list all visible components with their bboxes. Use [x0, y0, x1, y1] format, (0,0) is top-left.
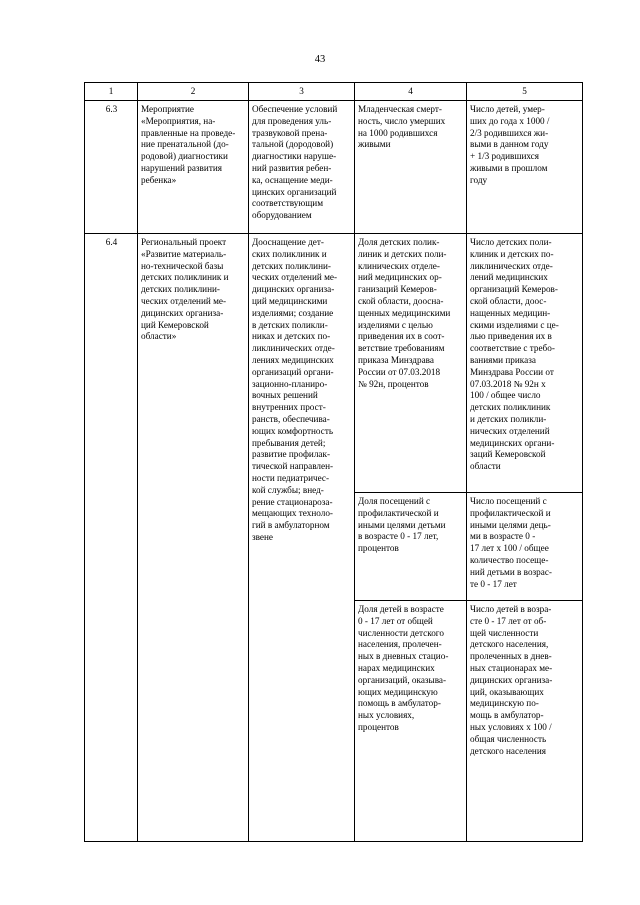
- provision-cell: Обеспечение условий для проведения уль- тразвуковой прена- тальной (дородовой) диагностики наруше- ний развития ребен- ка, оснащение меди- цинских организаций соответствующим оборудованием: [249, 101, 355, 234]
- formula-cell: Число посещений с профилактической и иными целями дець- ми в возрасте 0 - 17 лет х 100 / общее количество посеще- ний детьми в возрас- те 0 - 17 лет: [467, 493, 583, 601]
- event-name-cell: Региональный проект «Развитие материаль- но-технической базы детских поликлиник и детских поликлини- ческих отделений ме- дицинских организа- ций Кемеровской области»: [138, 234, 249, 842]
- page-number: 43: [314, 54, 326, 65]
- indicator-cell: Доля посещений с профилактической и иными целями детьми в возрасте 0 - 17 лет, процентов: [355, 493, 467, 601]
- row-number: 6.3: [85, 101, 138, 234]
- column-header-1: 1: [85, 83, 138, 101]
- column-header-2: 2: [138, 83, 249, 101]
- indicator-cell: Доля детей в возрасте 0 - 17 лет от общей численности детского населения, пролечен- ных в дневных стацио- нарах медицинских организаций, оказыва- ющих медицинскую помощь в амбулатор- ных условиях, процентов: [355, 601, 467, 842]
- row-number: 6.4: [85, 234, 138, 842]
- formula-cell: Число детских поли- клиник и детских по- ликлинических отде- лений медицинских организаций Кемеров- ской области, доос- нащенных медицин- скими изделиями с це- лью приведения их в соответствие с требо- ваниями приказа Минздрава России от 07.03.2018 № 92н х 100 / общее число детских поликлиник и детских поликли- нических отделений медицинских органи- заций Кемеровской области: [467, 234, 583, 493]
- provision-cell: Дооснащение дет- ских поликлиник и детских поликлини- ческих отделений ме- дицинских организа- ций медицинскими изделиями; создание в детских поликли- никах и детских по- ликлинических отде- лениях медицинских организаций органи- зационно-планиро- вочных решений внутренних прост- ранств, обеспечива- ющих комфортность пребывания детей; развитие профилак- тической направлен- ности педиатричес- кой службы; внед- рение стационароза- мещающих техноло- гий в амбулаторном звене: [249, 234, 355, 842]
- formula-cell: Число детей, умер- ших до года х 1000 / 2/3 родившихся жи- выми в данном году + 1/3 родившихся живыми в прошлом году: [467, 101, 583, 234]
- table-row-6-4: [85, 234, 583, 493]
- table-row-6-3: [85, 101, 583, 234]
- column-header-5: 5: [467, 83, 583, 101]
- column-header-4: 4: [355, 83, 467, 101]
- indicator-cell: Младенческая смерт- ность, число умерших на 1000 родившихся живыми: [355, 101, 467, 234]
- event-name-cell: Мероприятие «Мероприятия, на- правленные на проведе- ние пренатальной (до- родовой) диагностики нарушений развития ребенка»: [138, 101, 249, 234]
- indicators-table: [84, 82, 583, 842]
- table-header-row: [85, 83, 583, 101]
- formula-cell: Число детей в возра- сте 0 - 17 лет от об- щей численности детского населения, пролеченных в днев- ных стационарах ме- дицинских организа- ций, оказывающих медицинскую по- мощь в амбулатор- ных условиях х 100 / общая численность детского населения: [467, 601, 583, 842]
- indicator-cell: Доля детских полик- линик и детских поли- клинических отделе- ний медицинских ор- ганизаций Кемеров- ской области, доосна- щенных медицинскими изделиями с целью приведения их в соот- ветствие требованиям приказа Минздрава России от 07.03.2018 № 92н, процентов: [355, 234, 467, 493]
- column-header-3: 3: [249, 83, 355, 101]
